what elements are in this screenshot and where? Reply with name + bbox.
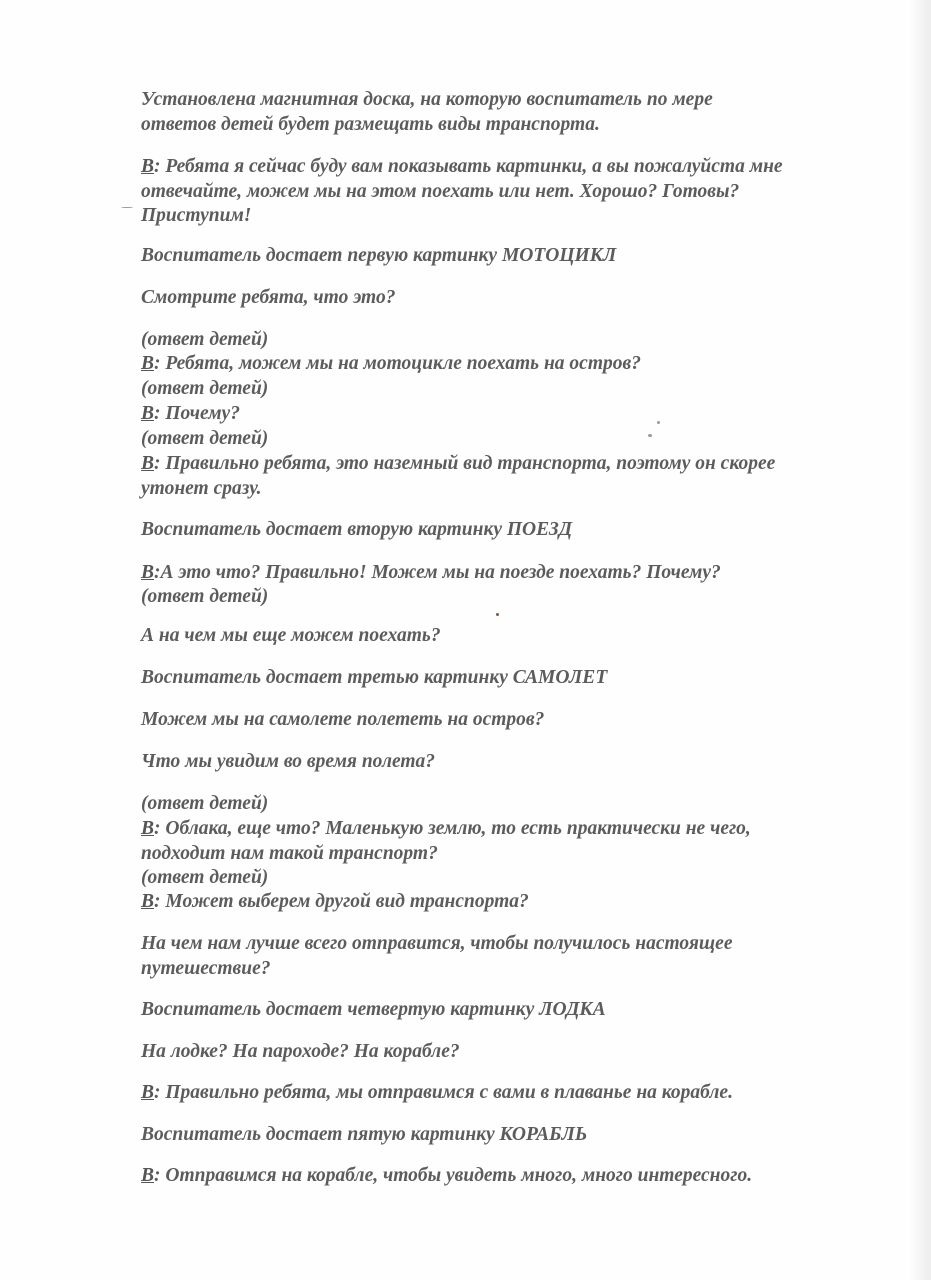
text-line: отвечайте, можем мы на этом поехать или нет. Хорошо? Готовы?: [141, 181, 740, 202]
teacher-line: [141, 352, 641, 376]
text-line: А на чем мы еще можем поехать?: [141, 625, 441, 646]
text-line: (ответ детей): [141, 329, 269, 350]
text-line: : Может выберем другой вид транспорта?: [154, 891, 529, 912]
speaker-label: В: [141, 403, 155, 424]
text-line: (ответ детей): [141, 428, 269, 449]
teacher-line: [141, 402, 240, 426]
text-line: : Ребята, можем мы на мотоцикле поехать на остров?: [154, 353, 641, 374]
text-line: Приступим!: [141, 205, 252, 226]
text-line: Воспитатель достает третью картинку САМОЛЕТ: [141, 667, 608, 688]
teacher-line: [141, 155, 783, 179]
text-line: (ответ детей): [141, 378, 269, 399]
scan-speck: [496, 613, 499, 616]
scan-speck: [657, 421, 660, 424]
speaker-label: В: [141, 1165, 155, 1186]
text-line: :А это что? Правильно! Можем мы на поезде поехать? Почему?: [154, 562, 721, 583]
speaker-label: В: [141, 818, 155, 839]
text-line: На чем нам лучше всего отправится, чтобы получилось настоящее: [141, 933, 733, 954]
text-line: Можем мы на самолете полететь на остров?: [141, 709, 545, 730]
text-line: Воспитатель достает вторую картинку ПОЕЗД: [141, 519, 573, 540]
teacher-line: [141, 890, 529, 914]
text-line: Воспитатель достает пятую картинку КОРАБЛЬ: [141, 1124, 588, 1145]
text-line: Воспитатель достает первую картинку МОТОЦИКЛ: [141, 245, 617, 266]
speaker-label: В: [141, 1082, 155, 1103]
text-line: (ответ детей): [141, 793, 269, 814]
text-line: путешествие?: [141, 958, 271, 979]
speaker-label: В: [141, 453, 155, 474]
teacher-line: [141, 1164, 752, 1188]
text-line: Что мы увидим во время полета?: [141, 751, 436, 772]
text-line: : Облака, еще что? Маленькую землю, то есть практически не чего,: [154, 818, 751, 839]
text-line: : Правильно ребята, это наземный вид транспорта, поэтому он скорее: [154, 453, 776, 474]
text-line: ответов детей будет размещать виды транспорта.: [141, 114, 600, 135]
teacher-line: [141, 452, 775, 476]
speaker-label: В: [141, 156, 155, 177]
text-line: Установлена магнитная доска, на которую воспитатель по мере: [141, 89, 713, 110]
text-line: подходит нам такой транспорт?: [141, 843, 438, 864]
text-line: Смотрите ребята, что это?: [141, 287, 396, 308]
teacher-line: [141, 1081, 733, 1105]
teacher-line: [141, 817, 751, 841]
speaker-label: В: [141, 891, 155, 912]
text-line: : Ребята я сейчас буду вам показывать картинки, а вы пожалуйста мне: [154, 156, 783, 177]
scan-edge-shadow: [909, 0, 931, 1280]
text-line: (ответ детей): [141, 586, 269, 607]
text-line: Воспитатель достает четвертую картинку ЛОДКА: [141, 999, 606, 1020]
scan-speck: [121, 207, 133, 208]
text-line: (ответ детей): [141, 867, 269, 888]
text-line: : Почему?: [154, 403, 240, 424]
text-line: На лодке? На пароходе? На корабле?: [141, 1041, 460, 1062]
text-line: : Правильно ребята, мы отправимся с вами в плаванье на корабле.: [154, 1082, 733, 1103]
text-line: утонет сразу.: [141, 478, 262, 499]
text-line: : Отправимся на корабле, чтобы увидеть много, много интересного.: [154, 1165, 753, 1186]
teacher-line: [141, 561, 721, 585]
speaker-label: В: [141, 562, 155, 583]
speaker-label: В: [141, 353, 155, 374]
scan-speck: [648, 434, 652, 437]
